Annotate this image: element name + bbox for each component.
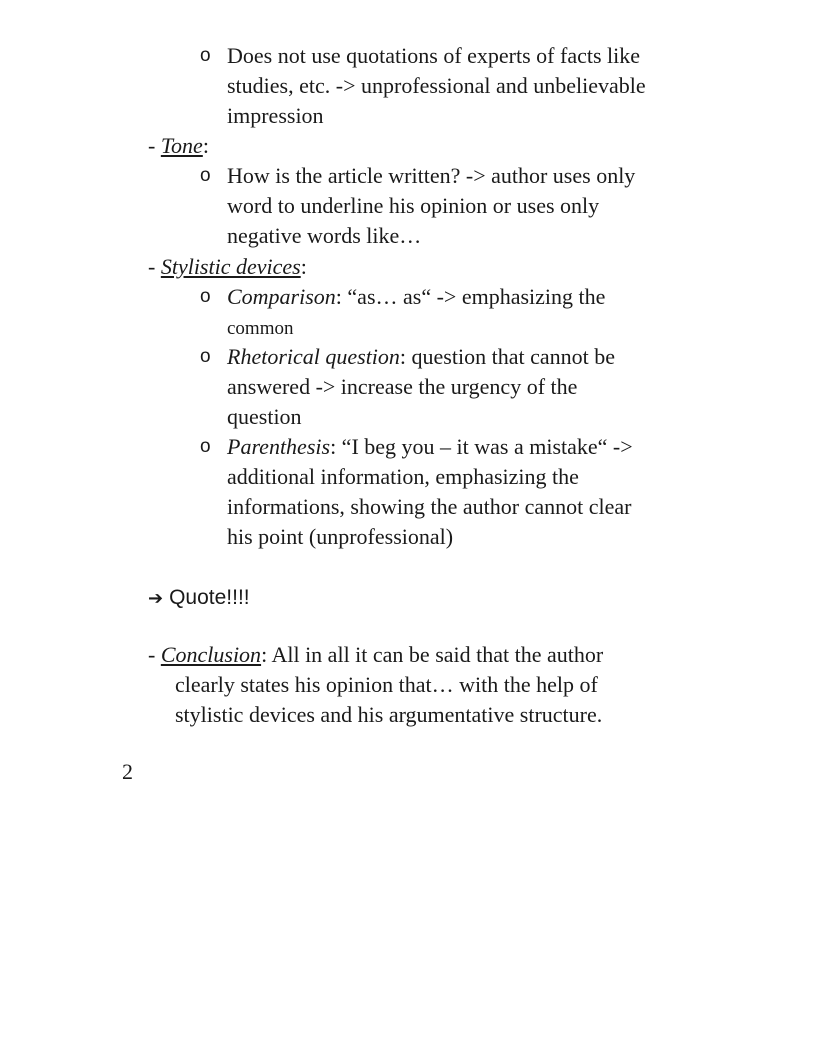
text-line: question (227, 404, 302, 429)
section-conclusion (148, 640, 603, 730)
text-line: - Conclusion: All in all it can be said that the author (148, 642, 604, 667)
heading-label: Stylistic devices (160, 254, 301, 279)
text-line: answered -> increase the urgency of the (227, 374, 578, 399)
hollow-bullet-icon: o (200, 165, 211, 186)
term: Rhetorical question (227, 344, 400, 369)
heading-label: Tone (160, 133, 203, 158)
text-line: common (227, 318, 294, 339)
sub-bullet-quotations (200, 41, 646, 131)
right-arrow-icon: ➔ (148, 588, 164, 609)
hollow-bullet-icon: o (200, 286, 211, 307)
quote-text: Quote!!!! (169, 586, 250, 609)
text-line: studies, etc. -> unprofessional and unbelievable (227, 73, 646, 98)
text-line: Parenthesis: “I beg you – it was a mistake“ -> (227, 434, 633, 459)
text-line: impression (227, 103, 324, 128)
section-heading-stylistic-devices: - Stylistic devices: (148, 254, 307, 279)
page-number: 2 (122, 759, 133, 784)
text-line: Does not use quotations of experts of facts like (227, 43, 641, 68)
sub-bullet-tone (200, 161, 636, 251)
text-line: How is the article written? -> author uses only (227, 163, 636, 188)
hollow-bullet-icon: o (200, 45, 211, 66)
text-line: clearly states his opinion that… with the help of (175, 672, 598, 697)
text-line: additional information, emphasizing the (227, 464, 579, 489)
sub-bullet-comparison (200, 282, 606, 344)
text-line: his point (unprofessional) (227, 524, 454, 549)
section-heading-tone: - Tone: (148, 133, 209, 158)
term: Comparison (227, 284, 336, 309)
term: Parenthesis (227, 434, 331, 459)
text-line: informations, showing the author cannot clear (227, 494, 632, 519)
quote-callout (148, 582, 250, 612)
text-line: Rhetorical question: question that cannot be (227, 344, 615, 369)
hollow-bullet-icon: o (200, 436, 211, 457)
text-line: stylistic devices and his argumentative structure. (175, 702, 603, 727)
heading-label: Conclusion (160, 642, 262, 667)
text-line: word to underline his opinion or uses only (227, 193, 600, 218)
text-line: Comparison: “as… as“ -> emphasizing the (227, 284, 606, 309)
text-line: negative words like… (227, 223, 422, 248)
sub-bullet-parenthesis (200, 432, 633, 552)
sub-bullet-rhetorical-question (200, 342, 615, 432)
hollow-bullet-icon: o (200, 346, 211, 367)
